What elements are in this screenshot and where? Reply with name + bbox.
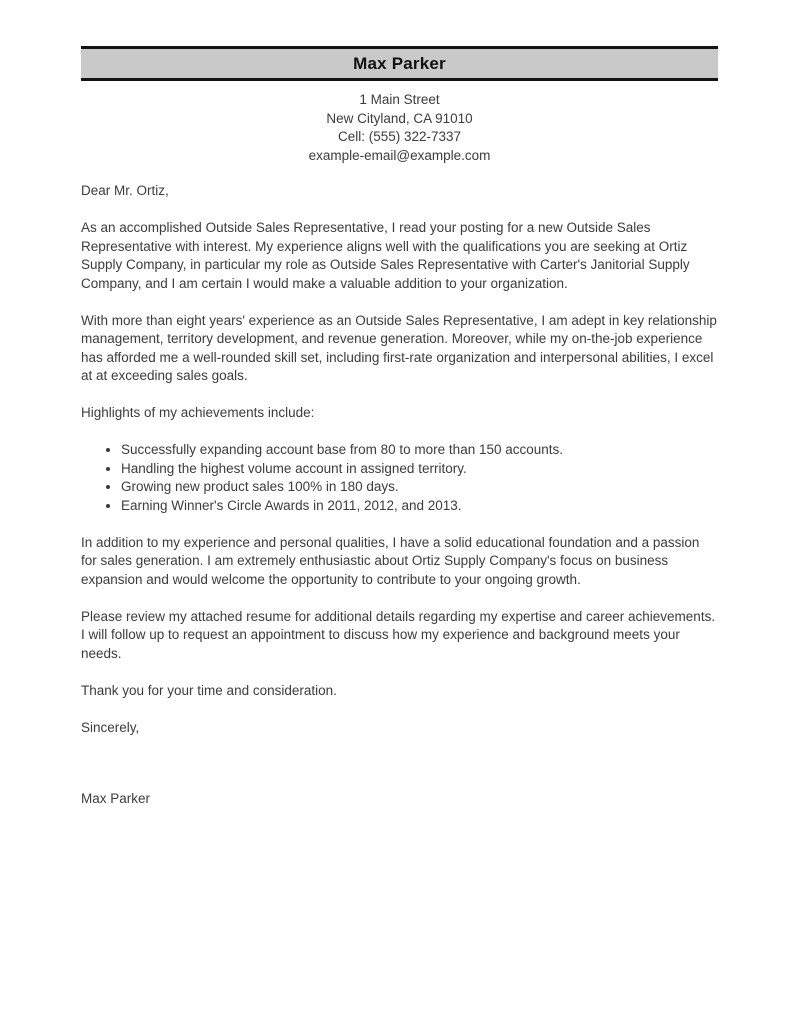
signature: Max Parker (81, 791, 151, 806)
paragraph-qualities: In addition to my experience and personal qualities, I have a solid educational foundation and a passion for sales generation. I am extremely enthusiastic about Ortiz Supply Company's focus on business expansion and would welcome the opportunity to contribute to your ongoing growth. (81, 534, 700, 587)
contact-block (81, 91, 718, 165)
address-line-2: New Cityland, CA 91010 (326, 110, 473, 126)
highlight-item: • Growing new product sales 100% in 180 days. (121, 478, 718, 497)
highlights-list (81, 441, 718, 515)
letter-header-bar (81, 46, 718, 81)
highlight-item: • Successfully expanding account base from 80 to more than 150 accounts. (121, 441, 718, 460)
highlights-intro: Highlights of my achievements include: (81, 405, 315, 420)
paragraph-resume: Please review my attached resume for additional details regarding my expertise and career achievements. I will follow up to request an appointment to discuss how my experience and background meets your needs. (81, 608, 716, 661)
address-line-1: 1 Main Street (359, 92, 440, 107)
email-line: example-email@example.com (308, 147, 491, 163)
paragraph-intro: As an accomplished Outside Sales Representative, I read your posting for a new Outside Sales Representative with interest. My experience aligns well with the qualifications you are seeking at Ortiz Supply Company, in particular my role as Outside Sales Representative with Carter's Janitorial Supply Company, and I am certain I would make a valuable addition to your organization. (81, 220, 690, 291)
paragraph-experience: With more than eight years' experience as an Outside Sales Representative, I am adept in key relationship management, territory development, and revenue generation. Moreover, while my on-the-job experience has afforded me a well-rounded skill set, including first-rate organization and interpersonal abilities, I excel at at exceeding sales goals. (81, 312, 717, 383)
salutation: Dear Mr. Ortiz, (81, 183, 169, 198)
phone-line: Cell: (555) 322-7337 (337, 129, 462, 144)
valediction: Sincerely, (81, 719, 140, 735)
highlight-item: • Earning Winner's Circle Awards in 2011, 2012, and 2013. (121, 497, 718, 516)
page-title: Max Parker (353, 53, 446, 73)
letter-body (81, 182, 718, 809)
thanks-line: Thank you for your time and consideration. (81, 682, 337, 698)
highlight-item: • Handling the highest volume account in assigned territory. (121, 460, 718, 479)
